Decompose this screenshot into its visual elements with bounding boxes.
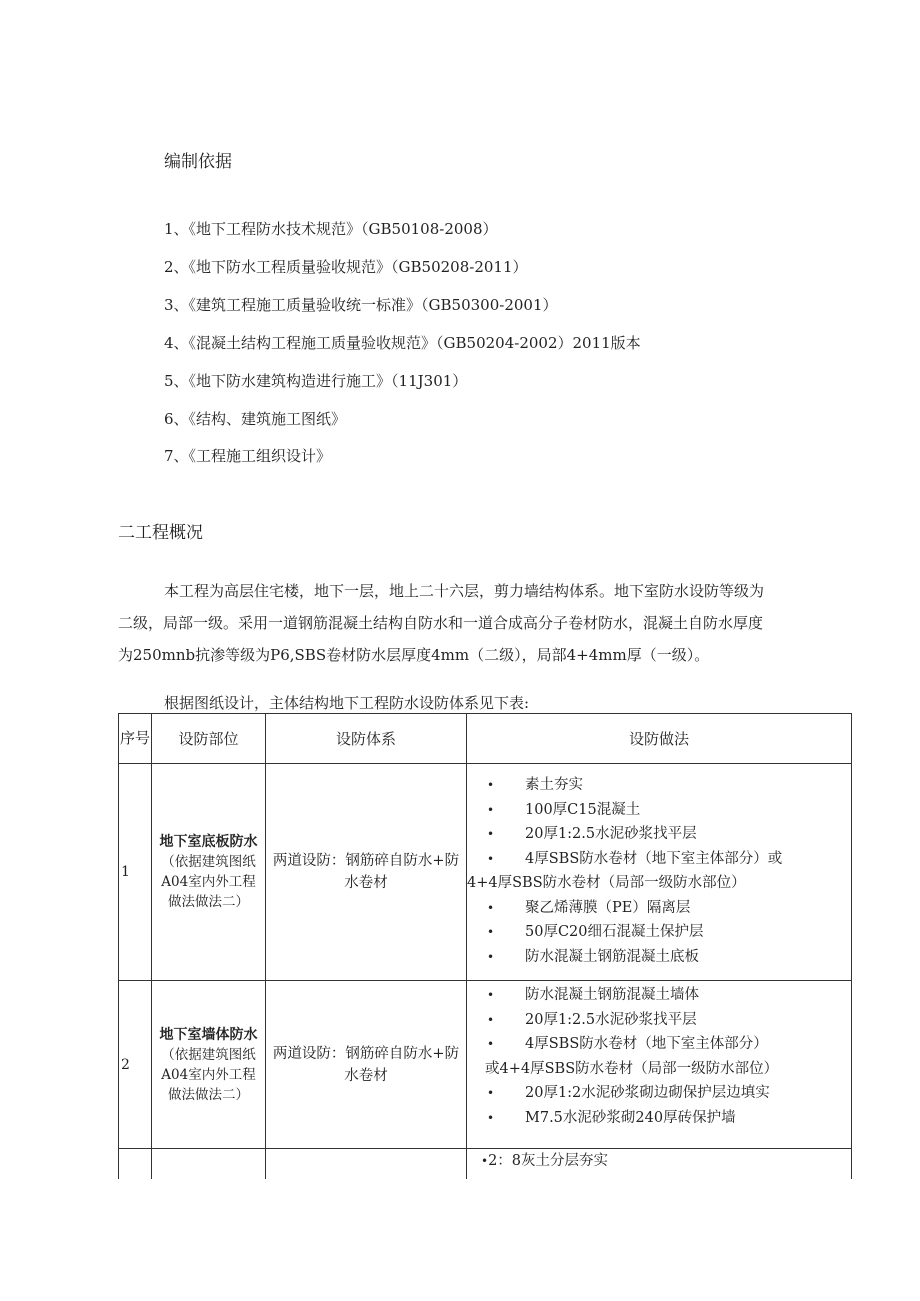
bullet-icon: • (487, 988, 495, 1002)
table-row (119, 764, 852, 981)
reference-item-6: 6、《结构、建筑施工图纸》 (164, 410, 347, 428)
bullet-icon: • (487, 949, 495, 964)
method-step: 4+4厚SBS防水卷材（局部一级防水部位） (467, 875, 746, 891)
row-system: 两道设防：钢筋碎自防水+防水卷材 (266, 764, 467, 981)
overview-paragraph (118, 578, 858, 669)
method-step: • 50厚C20细石混凝土保护层 (467, 920, 851, 945)
row-part (152, 1149, 266, 1179)
bullet-icon: • (487, 827, 495, 841)
row-system (266, 1149, 467, 1179)
method-step: •2：8灰土分层夯实 (467, 1149, 851, 1174)
row-method (467, 1149, 852, 1179)
method-step: • 100厚C15混凝土 (467, 798, 851, 823)
paragraph-line-3: 为250mnb抗渗等级为P6,SBS卷材防水层厚度4mm（二级），局部4+4mm厚（一级）。 (118, 646, 710, 664)
part-title: 地下室底板防水 (159, 834, 258, 850)
waterproofing-table (118, 713, 852, 1179)
bullet-icon: • (487, 802, 495, 817)
bullet-icon: • (487, 1110, 495, 1125)
bullet-icon: • (487, 778, 495, 792)
table-header-row (119, 714, 852, 764)
table-row (119, 981, 852, 1149)
method-step: 或4+4厚SBS防水卷材（局部一级防水部位） (485, 1060, 779, 1077)
row-method (467, 981, 852, 1149)
reference-item-5: 5、《地下防水建筑构造进行施工》（11J301） (164, 372, 468, 390)
part-note: （依据建筑图纸A04室内外工程做法做法二） (161, 1046, 256, 1103)
row-part (152, 981, 266, 1149)
header-part: 设防部位 (152, 714, 266, 764)
part-title: 地下室墙体防水 (159, 1026, 258, 1043)
bullet-icon: • (487, 851, 495, 866)
section-title-basis: 编制依据 (164, 152, 232, 172)
reference-item-7: 7、《工程施工组织设计》 (164, 447, 332, 465)
row-method (467, 764, 852, 981)
bullet-icon: • (487, 1037, 495, 1051)
method-step: • 聚乙烯薄膜（PE）隔离层 (467, 896, 851, 921)
method-step: • 素土夯实 (467, 773, 851, 798)
bullet-icon: • (487, 1012, 495, 1027)
header-no: 序号 (119, 714, 152, 764)
part-note: （依据建筑图纸A04室内外工程做法做法二） (161, 854, 256, 910)
row-no (119, 1149, 152, 1179)
method-step: • 20厚1:2.5水泥砂浆找平层 (467, 1008, 851, 1033)
paragraph-line-1: 本工程为高层住宅楼，地下一层，地上二十六层，剪力墙结构体系。地下室防水设防等级为 (164, 582, 765, 600)
reference-item-2: 2、《地下防水工程质量验收规范》（GB50208-2011） (164, 258, 528, 276)
reference-item-4: 4、《混凝土结构工程施工质量验收规范》（GB50204-2002）2011版本 (164, 334, 641, 352)
table-row (119, 1149, 852, 1179)
method-step: • 4厚SBS防水卷材（地下室主体部分）或 (467, 847, 851, 872)
bullet-icon: • (487, 1086, 495, 1100)
section-title-overview: 二工程概况 (118, 523, 203, 543)
method-step: • 20厚1:2.5水泥砂浆找平层 (467, 822, 851, 847)
bullet-icon: • (487, 925, 495, 939)
method-step: • M7.5水泥砂浆砌240厚砖保护墙 (467, 1106, 851, 1131)
paragraph-line-2: 二级，局部一级。采用一道钢筋混凝土结构自防水和一道合成高分子卷材防水，混凝土自防水厚度 (118, 614, 764, 632)
method-step: • 20厚1:2水泥砂浆砌边砌保护层边填实 (467, 1081, 851, 1106)
bullet-icon: • (487, 900, 495, 915)
row-system: 两道设防：钢筋碎自防水+防水卷材 (266, 981, 467, 1149)
row-no: 1 (119, 764, 152, 981)
reference-item-1: 1、《地下工程防水技术规范》（GB50108-2008） (164, 220, 498, 238)
bullet-icon: • (481, 1154, 489, 1168)
reference-item-3: 3、《建筑工程施工质量验收统一标准》（GB50300-2001） (164, 296, 558, 314)
method-step: • 防水混凝土钢筋混凝土底板 (467, 945, 851, 970)
table-intro: 根据图纸设计，主体结构地下工程防水设防体系见下表: (164, 694, 530, 712)
header-method: 设防做法 (467, 714, 852, 764)
header-system: 设防体系 (266, 714, 467, 764)
method-step: • 4厚SBS防水卷材（地下室主体部分） (467, 1032, 851, 1057)
method-step: • 防水混凝土钢筋混凝土墙体 (467, 983, 851, 1008)
row-no: 2 (119, 981, 152, 1149)
row-part (152, 764, 266, 981)
